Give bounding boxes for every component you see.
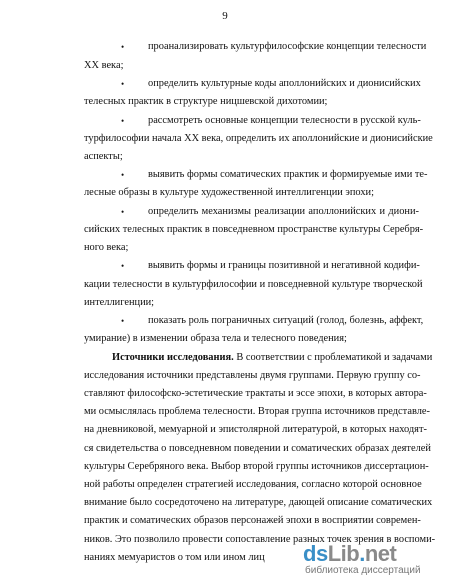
bullet-line: определить механизмы реализации аполлонийских и диони- xyxy=(148,206,419,217)
bullet-line: рассмотреть основные концепции телесности в русской куль- xyxy=(148,115,421,126)
bullet-marker: • xyxy=(121,207,125,217)
dslib-logo: dsLib.net xyxy=(303,541,397,566)
bullet-marker: • xyxy=(121,116,125,126)
bullet-marker: • xyxy=(121,316,125,326)
bullet-line: телесных практик в структуре ницшевской дихотомии; xyxy=(84,96,328,107)
paragraph-line: наниях мемуаристов о том или ином лиц xyxy=(84,552,265,563)
bullet-line: ного века; xyxy=(84,242,129,253)
bullet-line: аспекты; xyxy=(84,151,123,162)
paragraph-line: ставляют философско-эстетические трактаты и эссе эпохи, в которых автора- xyxy=(84,388,427,399)
paragraph-line: ной работы определен стратегией исследования, согласно которой основное xyxy=(84,479,422,490)
paragraph-line: практик и соматических образов персонажей эпохи в восприятии современ- xyxy=(84,515,421,526)
bullet-marker: • xyxy=(121,261,125,271)
dslib-subtitle: библиотека диссертаций xyxy=(305,565,421,576)
bullet-line: турфилософии начала XX века, определить их аполлонийские и дионисийские xyxy=(84,133,433,144)
paragraph-line: внимание было сосредоточено на литературе, дающей описание соматических xyxy=(84,497,433,508)
bullet-line: лесные образы в культуре художественной интеллигенции эпохи; xyxy=(84,187,375,198)
paragraph-line: на дневниковой, мемуарной и эпистолярной литературой, в которых находят- xyxy=(84,424,427,435)
bullet-line: определить культурные коды аполлонийских и дионисийских xyxy=(148,78,421,89)
dslib-watermark xyxy=(303,541,443,577)
bullet-line: XX века; xyxy=(84,60,124,71)
paragraph-first-line-rest: В соответствии с проблематикой и задачами xyxy=(236,352,433,363)
bullet-line: выявить формы и границы позитивной и негативной кодифи- xyxy=(148,260,420,271)
paragraph-line: ников. Это позволило провести сопоставление разных точек зрения в воспоми- xyxy=(84,534,436,545)
bullet-marker: • xyxy=(121,79,125,89)
section-heading: Источники исследования. xyxy=(112,352,234,363)
bullet-line: показать роль пограничных ситуаций (голод, болезнь, аффект, xyxy=(148,315,424,326)
bullet-marker: • xyxy=(121,170,125,180)
paragraph-line: исследования источники представлены двумя группами. Первую группу со- xyxy=(84,370,421,381)
paragraph-line: культуры Серебряного века. Выбор второй группы источников диссертацион- xyxy=(84,461,429,472)
paragraph-line: ся свидетельства о повседневном поведении и соматических образах деятелей xyxy=(84,443,431,454)
paragraph-first-line xyxy=(112,352,433,364)
bullet-line: умирание) в изменении образа тела и телесного поведения; xyxy=(84,333,347,344)
bullet-line: сийских телесных практик в повседневном пространстве культуры Серебря- xyxy=(84,224,424,235)
page-number: 9 xyxy=(222,10,228,22)
bullet-line: кации телесности в культурфилософии и повседневной культуре творческой xyxy=(84,279,423,290)
paragraph-line: ми осмыслялась проблема телесности. Вторая группа источников представле- xyxy=(84,406,430,417)
bullet-marker: • xyxy=(121,42,125,52)
bullet-line: проанализировать культурфилософские концепции телесности xyxy=(148,41,427,52)
bullet-line: выявить формы соматических практик и формируемые ими те- xyxy=(148,169,428,180)
bullet-line: интеллигенции; xyxy=(84,297,155,308)
